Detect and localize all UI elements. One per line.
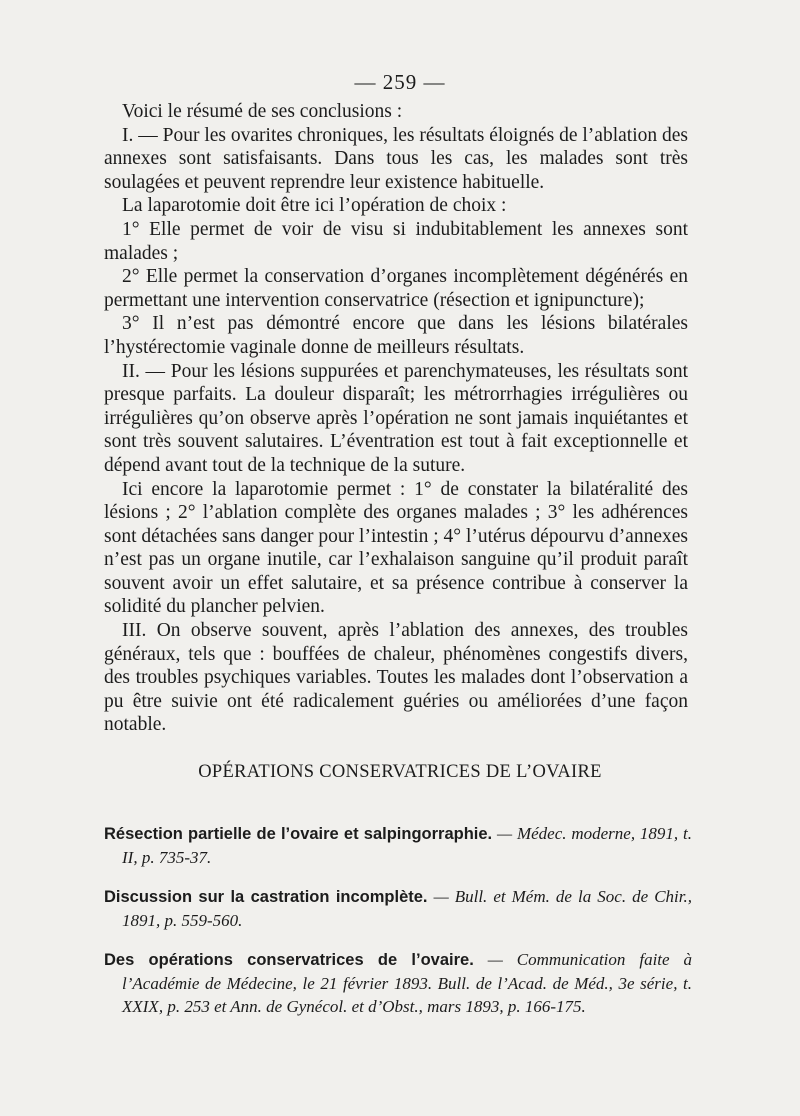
- paragraph-suppurated-lesions: II. — Pour les lésions suppurées et parenchymateuses, les résultats sont presque parfaits. La douleur disparaît; les métrorrhagies irrégulières ou irrégulières qu’on observe après l’opération ne sont jamais inquiétantes et sont très souvent salutaires. L’éventration est tout à fait exceptionnelle et dépend avant tout de la technique de la suture.: [104, 360, 688, 476]
- paragraph-laparotomy-benefits: Ici encore la laparotomie permet : 1° de constater la bilatéralité des lésions ; 2° l’ablation complète des organes malades ; 3° les adhérences sont détachées sans danger pour l’intestin ; 4° l’utérus dépourvu d’annexes n’est pas un organe inutile, car l’exhalaison sanguine qu’il produit paraît souvent avoir un effet salutaire, et sa présence contribue à conserver la solidité du plancher pelvien.: [104, 478, 688, 618]
- paragraph-intro: Voici le résumé de ses conclusions :: [122, 101, 403, 122]
- reference-source: — Communication faite à l’Académie de Médecine, le 21 février 1893. Bull. de l’Acad. de Méd., 3e série, t. XXIX, p. 253 et Ann. de Gynécol. et d’Obst., mars 1893, p. 166-175.: [122, 950, 692, 1016]
- paragraph-point-3: 3° Il n’est pas démontré encore que dans les lésions bilatérales l’hystérectomie vaginale donne de meilleurs résultats.: [104, 313, 688, 358]
- paragraph-point-2: 2° Elle permet la conservation d’organes incomplètement dégénérés en permettant une intervention conservatrice (résection et ignipuncture);: [104, 266, 688, 311]
- paragraph-point-1: 1° Elle permet de voir de visu si indubitablement les annexes sont malades ;: [104, 218, 688, 264]
- reference-source: — Médec. moderne, 1891, t. II, p. 735-37.: [122, 824, 693, 867]
- reference-item: [104, 948, 692, 1018]
- reference-title: Des opérations conservatrices de l’ovaire.: [104, 951, 474, 969]
- section-heading: OPÉRATIONS CONSERVATRICES DE L’OVAIRE: [198, 762, 602, 782]
- paragraph-general-troubles: III. On observe souvent, après l’ablation des annexes, des troubles généraux, tels que : bouffées de chaleur, phénomènes congestifs divers, des troubles psychiques variables. Toutes les malades dont l’observation a pu être suivie ont été radicalement guéries ou améliorées d’une façon notable.: [104, 620, 688, 736]
- body-text: [104, 100, 688, 737]
- reference-item: [104, 885, 692, 932]
- paragraph-laparotomy-choice: La laparotomie doit être ici l’opération de choix :: [122, 195, 507, 217]
- reference-title: Discussion sur la castration incomplète.: [104, 888, 428, 906]
- page-number: — 259 —: [354, 70, 446, 94]
- paragraph-chronic-ovaritis: I. — Pour les ovarites chroniques, les résultats éloignés de l’ablation des annexes sont satisfaisants. Dans tous les cas, les malades sont très soulagées et peuvent reprendre leur existence habituelle.: [104, 124, 688, 193]
- reference-source: — Bull. et Mém. de la Soc. de Chir., 1891, p. 559-560.: [122, 887, 692, 930]
- reference-list: [104, 822, 692, 1034]
- reference-item: [104, 822, 692, 869]
- reference-title: Résection partielle de l’ovaire et salpingorraphie.: [104, 825, 493, 843]
